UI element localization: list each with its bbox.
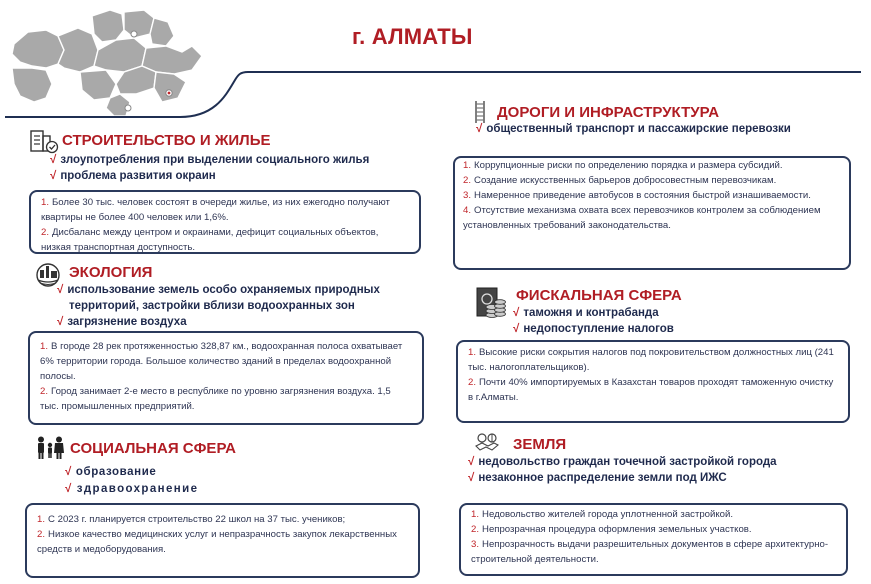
detail-item: 1. В городе 28 рек протяженностью 328,87 км., водоохранная полоса охватывает 6% территории города. Большое количество зданий в пределах водоохранной полосы. [40, 341, 403, 382]
construction-bullets [50, 152, 369, 184]
bullet-item: √ недопоступление налогов [513, 323, 674, 335]
land-bullets [468, 454, 777, 486]
bullet-item: √ таможня и контрабанда [513, 307, 659, 319]
detail-item: 2. Почти 40% импортируемых в Казахстан товаров проходят таможенную очистку в г.Алматы. [468, 377, 834, 403]
section-title-construction: СТРОИТЕЛЬСТВО И ЖИЛЬЕ [62, 132, 271, 149]
roads-bullets [476, 121, 791, 137]
social-details-box [25, 503, 420, 578]
detail-item: 2. Непрозрачная процедура оформления земельных участков. [471, 524, 752, 535]
check-icon: √ [513, 307, 520, 319]
detail-item: 3. Намеренное приведение автобусов в состояния быстрой изнашиваемости. [463, 190, 811, 201]
section-title-ecology: ЭКОЛОГИЯ [69, 264, 153, 281]
bullet-item: √ злоупотребления при выделении социального жилья [50, 154, 370, 166]
social-bullets [65, 464, 198, 498]
fiscal-details-box [456, 340, 850, 423]
check-icon: √ [468, 472, 475, 484]
land-details-box [459, 503, 848, 576]
check-icon: √ [50, 170, 57, 182]
check-icon: √ [476, 123, 483, 135]
ecology-bullets [57, 282, 380, 330]
construction-details-box [29, 190, 421, 254]
bullet-item: √ недовольство граждан точечной застройкой города [468, 456, 777, 468]
roads-details-box [453, 156, 851, 270]
building-check-icon [29, 128, 59, 154]
detail-item: 1. Коррупционные риски по определению порядка и размера субсидий. [463, 160, 783, 171]
money-coins-icon [476, 287, 506, 319]
check-icon: √ [513, 323, 520, 335]
ecology-details-box [28, 331, 424, 425]
detail-item: 1. С 2023 г. планируется строительство 22 школ на 37 тыс. учеников; [37, 514, 346, 525]
section-title-land: ЗЕМЛЯ [513, 436, 567, 453]
bullet-item: √ проблема развития окраин [50, 170, 216, 182]
detail-item: 2. Дисбаланс между центром и окраинами, дефицит социальных объектов, низкая транспортная доступность. [41, 227, 379, 253]
bullet-item: √ образование [65, 466, 157, 478]
detail-item: 1. Высокие риски сокрытия налогов под покровительством должностных лиц (241 тыс. налогоплательщиков). [468, 347, 834, 373]
map-pins-icon [474, 432, 500, 452]
header-divider [0, 0, 871, 125]
section-title-roads: ДОРОГИ И ИНФРАСТРУКТУРА [497, 104, 720, 121]
bullet-item: √ загрязнение воздуха [57, 316, 187, 328]
detail-item: 2. Низкое качество медицинских услуг и непразрачность закупок лекарственных средств и медоборудования. [37, 529, 397, 555]
fiscal-bullets [513, 305, 674, 337]
check-icon: √ [57, 316, 64, 328]
bullet-item: √ незаконное распределение земли под ИЖС [468, 472, 727, 484]
section-title-social: СОЦИАЛЬНАЯ СФЕРА [70, 440, 236, 457]
detail-item: 1. Недовольство жителей города уплотненной застройкой. [471, 509, 734, 520]
bullet-item: √ общественный транспорт и пассажирские перевозки [476, 123, 791, 135]
bullet-item: √ использование земель особо охраняемых природных [57, 284, 380, 296]
family-icon [35, 436, 65, 460]
bullet-item: √ здравоохранение [65, 483, 199, 495]
detail-item: 4. Отсутствие механизма охвата всех перевозчиков контролем за соблюдением установленных требований законодательства. [463, 205, 821, 231]
check-icon: √ [50, 154, 57, 166]
detail-item: 3. Непрозрачность выдачи разрешительных документов в сфере архитектурно-строительной деятельности. [471, 539, 829, 565]
check-icon: √ [468, 456, 475, 468]
check-icon: √ [65, 483, 73, 495]
detail-item: 1. Более 30 тыс. человек состоят в очереди жилье, из них ежегодно получают квартиры не более 400 человек или 1,6%. [41, 197, 390, 223]
bullet-item-continued: территорий, застройки вблизи водоохранных зон [69, 300, 355, 312]
page-title: г. АЛМАТЫ [352, 24, 473, 49]
detail-item: 2. Город занимает 2-е место в республике по уровню загрязнения воздуха. 1,5 тыс. промышленных предприятий. [40, 386, 391, 412]
check-icon: √ [65, 466, 72, 478]
road-icon [474, 101, 486, 123]
detail-item: 2. Создание искусственных барьеров добросовестным перевозчикам. [463, 175, 777, 186]
check-icon: √ [57, 284, 64, 296]
section-title-fiscal: ФИСКАЛЬНАЯ СФЕРА [516, 287, 682, 304]
